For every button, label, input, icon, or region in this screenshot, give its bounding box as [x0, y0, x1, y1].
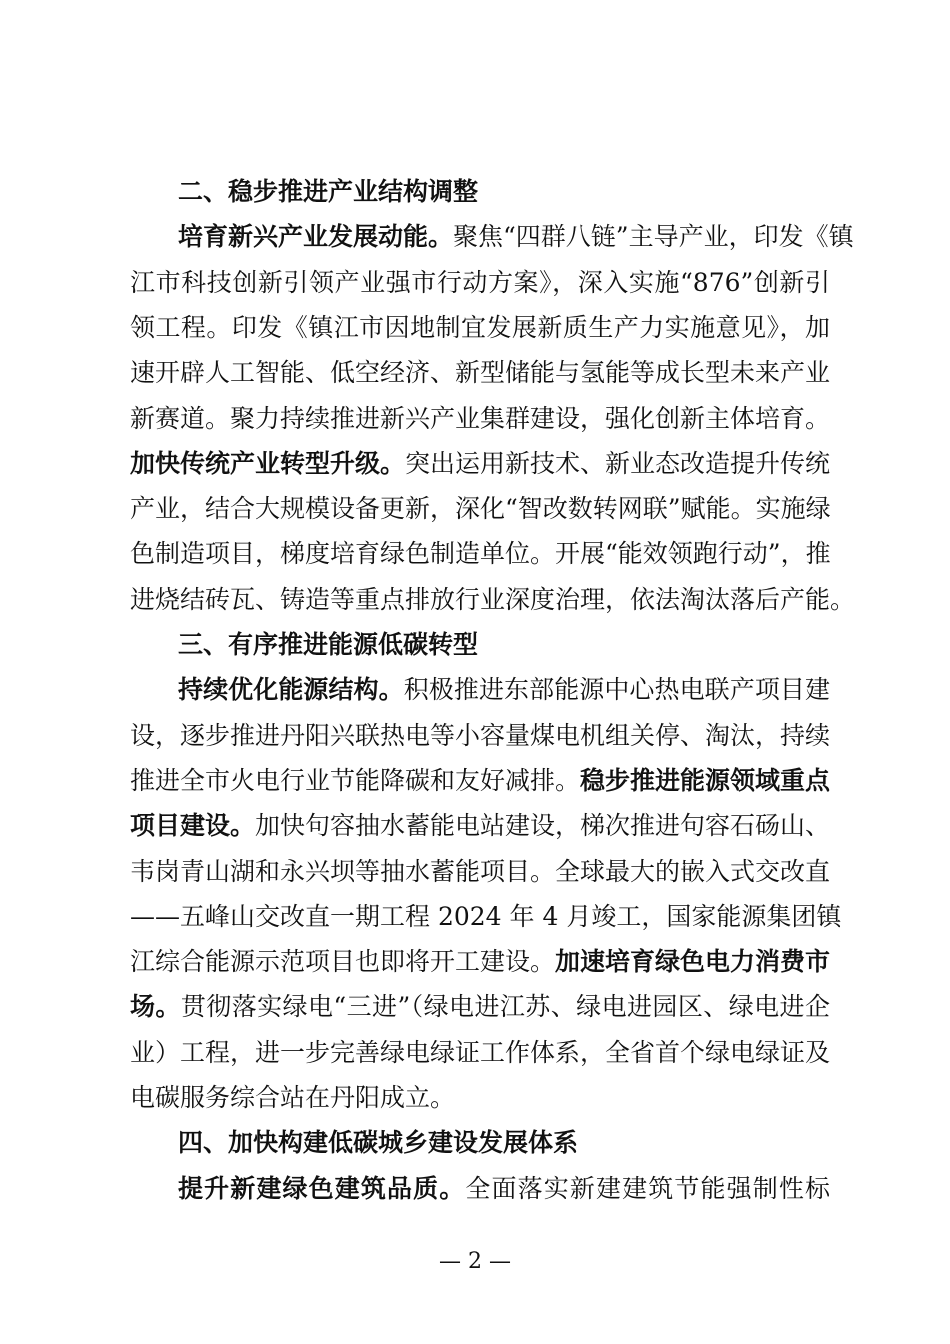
section-heading: 三、有序推进能源低碳转型 [178, 630, 479, 659]
paragraph-line [130, 850, 830, 894]
paragraph-line [178, 668, 830, 712]
paragraph-line [130, 759, 830, 803]
paragraph-line [130, 261, 830, 305]
text-run: 电碳服务综合站在丹阳成立。 [130, 1083, 456, 1112]
paragraph-line [130, 1076, 830, 1120]
bold-lead-phrase: 加快传统产业转型升级。 [130, 448, 406, 478]
paragraph-line [178, 215, 854, 259]
page-number: — 2 — [439, 1249, 511, 1274]
text-run: 速开辟人工智能、低空经济、新型储能与氢能等成长型未来产业 [130, 358, 831, 388]
bold-lead-phrase: 项目建设。 [130, 811, 256, 841]
bold-lead-phrase: 加速培育绿色电力消费市 [555, 947, 831, 977]
text-run: 韦岗青山湖和永兴坝等抽水蓄能项目。全球最大的嵌入式交改直 [130, 856, 831, 886]
text-run: 积极推进东部能源中心热电联产项目建 [403, 675, 830, 705]
text-run: 业）工程，进一步完善绿电绿证工作体系，全省首个绿电绿证及 [130, 1037, 831, 1067]
bold-lead-phrase: 培育新兴产业发展动能。 [178, 222, 454, 252]
text-run: 江综合能源示范项目也即将开工建设。 [130, 947, 556, 977]
bold-lead-phrase: 提升新建绿色建筑品质。 [178, 1173, 466, 1203]
paragraph-line [130, 895, 842, 939]
text-run: 突出运用新技术、新业态改造提升传统 [405, 448, 831, 478]
text-run: 聚焦“四群八链”主导产业，印发《镇 [453, 222, 854, 252]
paragraph-line [130, 1031, 830, 1075]
text-run: 加快句容抽水蓄能电站建设，梯次推进句容石砀山、 [255, 811, 831, 841]
text-run: 全面落实新建建筑节能强制性标 [465, 1173, 830, 1203]
text-run: 新赛道。聚力持续推进新兴产业集群建设，强化创新主体培育。 [130, 403, 831, 433]
text-run: 进烧结砖瓦、铸造等重点排放行业深度治理，依法淘汰落后产能。 [130, 584, 856, 614]
text-run: 产业，结合大规模设备更新，深化“智改数转网联”赋能。实施绿 [130, 494, 831, 524]
paragraph-line [178, 1167, 830, 1211]
paragraph-line [130, 351, 830, 395]
paragraph-line [130, 578, 856, 622]
bold-lead-phrase: 持续优化能源结构。 [178, 675, 404, 705]
paragraph-line [130, 532, 830, 576]
paragraph-line [130, 714, 830, 758]
paragraph-line [130, 397, 830, 441]
text-run: 江市科技创新引领产业强市行动方案》，深入实施“876”创新引 [130, 267, 830, 297]
text-run: 贯彻落实绿电“三进”（绿电进江苏、绿电进园区、绿电进企 [180, 992, 830, 1022]
paragraph-line [130, 306, 830, 350]
section-heading: 二、稳步推进产业结构调整 [178, 177, 479, 206]
text-run: 领工程。印发《镇江市因地制宜发展新质生产力实施意见》，加 [130, 312, 830, 342]
paragraph-line [130, 487, 830, 531]
section-heading: 四、加快构建低碳城乡建设发展体系 [178, 1128, 579, 1158]
paragraph-line [130, 985, 830, 1029]
paragraph-line [130, 804, 830, 848]
paragraph-line [130, 940, 830, 984]
text-run: 推进全市火电行业节能降碳和友好减排。 [130, 765, 581, 795]
bold-lead-phrase: 稳步推进能源领域重点 [580, 765, 831, 795]
text-run: 色制造项目，梯度培育绿色制造单位。开展“能效领跑行动”，推 [130, 539, 831, 569]
bold-lead-phrase: 场。 [130, 992, 181, 1022]
text-run: 设，逐步推进丹阳兴联热电等小容量煤电机组关停、淘汰，持续 [130, 720, 831, 750]
text-run: ——五峰山交改直一期工程 2024 年 4 月竣工，国家能源集团镇 [130, 901, 842, 931]
paragraph-line [130, 442, 830, 486]
